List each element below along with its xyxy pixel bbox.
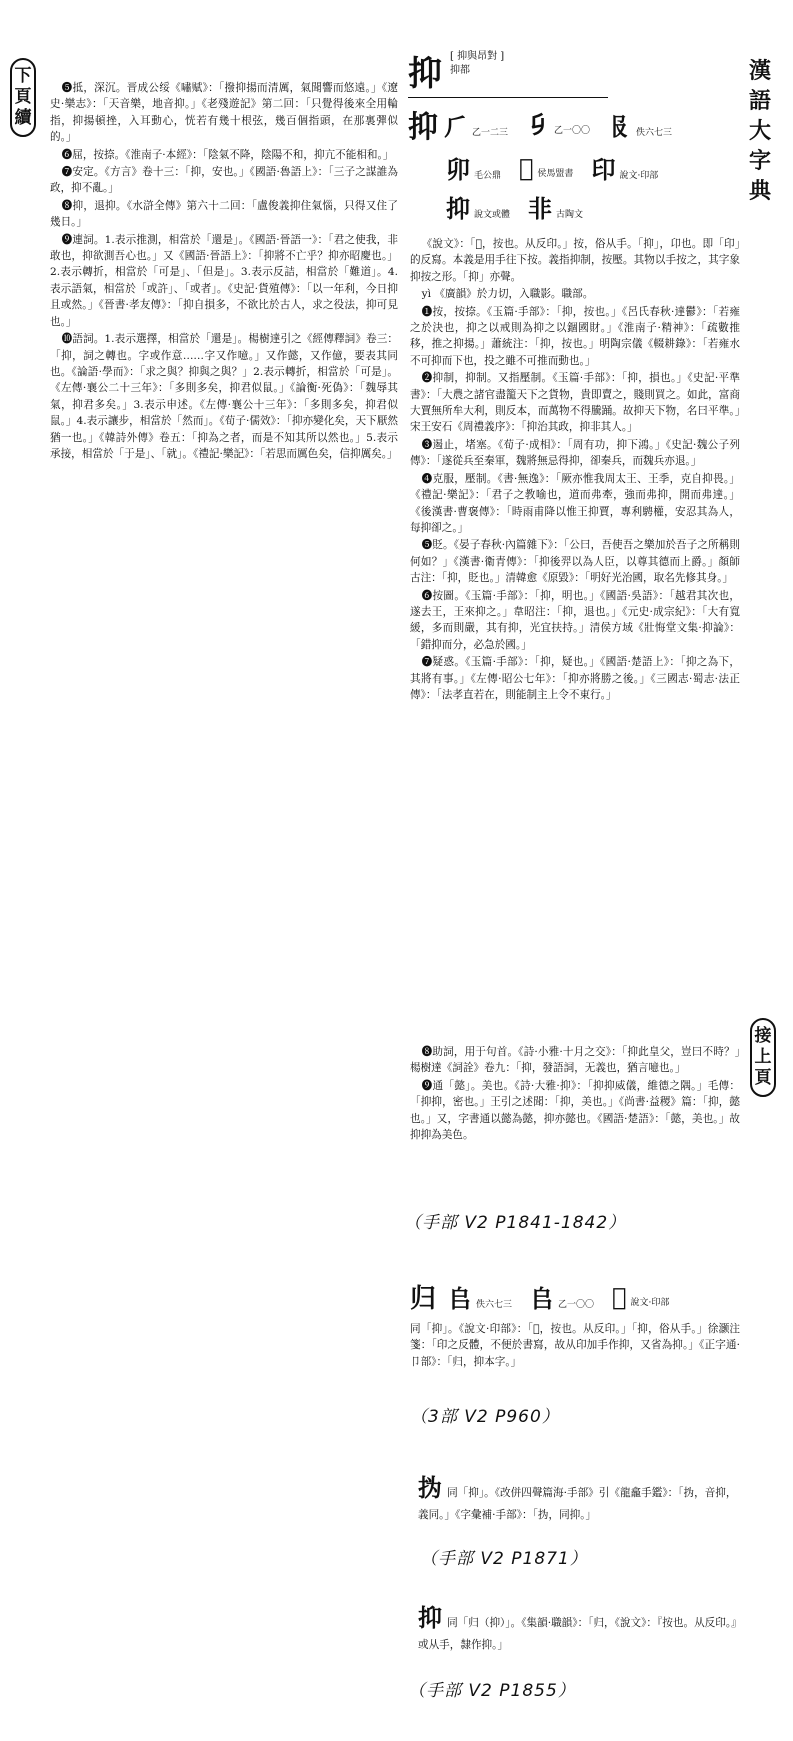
paragraph: ❼安定。《方言》卷十三：「抑，安也。」《國語·魯語上》：「三子之謀誰為政，抑不亂。」: [50, 166, 398, 195]
variant-forms-row: [448, 1279, 669, 1314]
entry-headword: 归: [410, 1284, 437, 1314]
paragraph: ❿語詞。1.表示選擇，相當於「還是」。楊樹達引之《經傳釋詞》卷三：「抑，詞之轉也。字或作意……字又作噫。」又作懿，又作億，要表其同也。《論語·學而》：「求之與？抑與之與？」2.表示轉折，相當於「可是」。《左傳·襄公二十三年》：「多則多矣，抑君似鼠。」《論衡·死偽》：「魏辱其氣，抑君多矣。」3.表示申述。《左傳·襄公十三年》：「多則多矣，抑君似鼠。」4.表示讓步，相當於「然而」。《荀子·儒效》：「抑亦變化矣，天下厭然猶一也。」《韓詩外傳》卷五：「抑為之者，而是不知其所以然也。」5.表示承接，相當於「于是」、「就」。《禮記·樂記》：「若思而厲色矣，信抑厲矣。」: [50, 333, 398, 460]
entry-text: 同「抑」。《改併四聲篇海·手部》引《龍龕手鑑》：「㧑，音抑，義同。」《字彙補·手部》：「㧑，同抑。」: [418, 1487, 737, 1521]
paragraph: ❺抵，深沉。晋成公绥《嘯赋》：「撥抑揚而清厲，氣聞響而悠遠。」《遼史·樂志》：「天音樂，地音抑。」《老殘遊記》第二回：「只覺得後來全用輪指，抑揚頓挫，入耳動心，恍若有幾十根弦，幾百個指頭，在那裏彈似的。」: [50, 82, 398, 144]
headword-repeat: 抑: [408, 110, 438, 145]
handwritten-note: （3部 V2 P960）: [410, 1407, 560, 1427]
divider: [408, 97, 608, 98]
source-label: 乙一〇〇: [558, 1300, 595, 1310]
paragraph: ❼疑惑。《玉篇·手部》：「抑，疑也。」《國語·楚語上》：「抑之為下，其將有事。」《左傳·昭公七年》：「抑亦將勝之後。」《三國志·蜀志·法正傳》：「法孝直若在，則能制主上令不東行。」: [410, 656, 740, 701]
ancient-glyph: 非: [528, 194, 553, 223]
ancient-glyph: 𠂤: [530, 1284, 555, 1313]
entry-text: 同「抑」。《說文·印部》：「𢑚，按也。从反印。」「抑，俗从手。」徐灏注箋：「印之反體，不便於書寫，故从印加手作抑，又省為抑。」《正字通·卩部》：「归，抑本字。」: [410, 1323, 740, 1368]
marker-char: 頁: [754, 1068, 772, 1088]
source-label: 乙一〇〇: [554, 125, 591, 136]
paragraph: ❽抑，退抑。《水滸全傳》第六十二回：「盧俊義抑住氣惱，只得又住了幾日。」: [50, 199, 398, 229]
source-label: 說文·印部: [630, 1298, 670, 1308]
handwritten-note: （手部 V2 P1855）: [408, 1681, 576, 1701]
book-title-char: 語: [748, 88, 771, 114]
headword: 抑: [408, 54, 442, 94]
continued-marker-top: [10, 58, 36, 137]
paragraph: ❻按圖。《玉篇·手部》：「抑，明也。」《國語·吳語》：「越君其次也，遂去王，王來抑之。」韋昭注：「抑，退也。」《元史·成宗紀》：「大有寬緩，多而則嚴，其有抑，光宜扶持。」清侯方域《壯悔堂文集·抑論》：「錯抑而分，必急於國。」: [410, 589, 740, 651]
paragraph: ❸遏止，堵塞。《荀子·成相》：「周有功，抑下鴻。」《史記·魏公子列傳》：「遂從兵至秦軍，魏將無忌得抑，卻秦兵，而魏兵亦退。」: [410, 438, 740, 468]
paragraph: ❶按，按捺。《玉篇·手部》：「抑，按也。」《呂氏春秋·達鬱》：「若雍之於決也，抑之以戒則為抑之以錮國財。」《淮南子·精神》：「疏數推移，推之抑揚。」蕭統注：「抑，按也。」明陶宗儀《輟耕錄》：「若雍水不可抑而下也，投之雖不可推而動也。」: [410, 305, 740, 367]
entry-gui: [410, 1278, 740, 1370]
entry-yi-variant: [418, 1598, 738, 1653]
paragraph: ❾通「懿」。美也。《詩·大雅·抑》：「抑抑威儀，維德之隅。」毛傳：「抑抑，密也。」王引之述聞：「抑，美也。」《尚書·益稷》篇：「抑，懿也。」又，字書通以懿為懿，抑亦懿也。《國語·楚語》：「懿，美也。」故抑抑為美色。: [410, 1079, 740, 1142]
head-note-2: 抑都: [450, 65, 470, 76]
source-label: 說文·印部: [619, 171, 659, 181]
handwritten-note: （手部 V2 P1841-1842）: [404, 1213, 627, 1233]
paragraph: ❽助詞，用于句首。《詩·小雅·十月之交》：「抑此皇父，豈曰不時？」楊樹達《詞詮》卷九：「抑，發語詞，无義也，猶言噫也。」: [410, 1046, 740, 1075]
variant-forms-row: [444, 107, 672, 142]
book-title-char: 典: [748, 178, 771, 204]
book-title-char: 漢: [748, 58, 771, 84]
paragraph: ❻屈，按捺。《淮南子·本經》：「陰氣不降，陰陽不和，抑亢不能相和。」: [61, 148, 394, 161]
entry-headword: 抑: [418, 1603, 442, 1632]
entry-headword: 㧑: [418, 1473, 442, 1502]
continuation-block: [410, 1044, 740, 1144]
entry-text: 同「归（抑）」。《集韻·職韻》：「归，《說文》：『按也。从反印。』或从手，隸作抑。」: [418, 1617, 737, 1651]
source-label: 毛公鼎: [474, 171, 502, 181]
ancient-glyph: 𠂤: [448, 1284, 473, 1313]
ancient-glyph: ⺁: [444, 111, 468, 141]
entry-hui: [418, 1468, 738, 1523]
variant-forms-row: [446, 150, 738, 185]
book-title-char: 大: [748, 118, 771, 144]
paragraph: ❾連詞。1.表示推測，相當於「還是」。《國語·晉語一》：「君之使我，非敢也，抑欲測吾心也。」又《國語·晉語上》：「抑將不亡乎？抑亦昭慶也。」2.表示轉折，相當於「可是」、「但是」。3.表示反詰，相當於「難道」。4.表示語氣，相當於「或許」、「或者」。《史記·貨殖傳》：「以一年利，今日抑且或然。」《晉書·孝友傳》：「抑自損多，不欲比於古人，求之役法，抑可見也。」: [50, 233, 398, 328]
ancient-glyph: 印: [591, 155, 616, 184]
marker-char: 接: [754, 1026, 772, 1046]
source-label: 侯馬盟書: [537, 169, 574, 179]
paragraph: 《說文》：「𢑚，按也。从反印。」按，俗从手。「抑」，卬也。即「印」的反寫。本義是用手往下按。義指抑制，按壓。其物以手按之，其字象抑按之形。「抑」亦聲。: [410, 238, 740, 283]
headword-block: [408, 46, 738, 224]
ancient-glyph: 抑: [446, 194, 470, 223]
left-column: [50, 80, 398, 463]
paragraph: ❺貶。《晏子春秋·內篇雜下》：「公曰，吾使吾之樂加於吾子之所稱則何如？」《漢書·衛青傳》：「抑後羿以為人臣，以尊其德而上爵。」顏師古注：「抑，貶也。」清韓愈《原毀》：「明好光治國，取名先修其身。」: [410, 539, 740, 585]
source-label: 乙一二三: [472, 127, 509, 138]
source-label: 說文或體: [474, 210, 511, 220]
source-label: 佚六七三: [476, 1300, 513, 1310]
book-title: [746, 56, 774, 206]
variant-forms-row: [446, 189, 738, 224]
paragraph: ❷抑制，抑制。又指壓制。《玉篇·手部》：「抑，損也。」《史記·平準書》：「大農之諸官盡籠天下之貨物，貴即賣之，賤則買之。如此，富商大賈無所牟大利，則反本，而萬物不得騰踊。故抑天下物，名曰平準。」宋王安石《周禮義序》：「抑治其政，抑非其人。」: [410, 372, 740, 434]
book-title-char: 字: [748, 148, 771, 174]
ancient-glyph: 卯: [446, 155, 470, 184]
ancient-glyph: 𠬝: [608, 111, 633, 141]
handwritten-note: （手部 V2 P1871）: [420, 1549, 588, 1569]
paragraph: ❹克服，壓制。《書·無逸》：「厥亦惟我周太王、王季，克自抑畏。」《禮記·樂記》：「君子之教喻也，道而弗牽，強而弗抑，開而弗達。」《後漢書·曹褒傳》：「時雨甫降以惟王抑賈，專利騁權，安忍其為人，每抑卻之。」: [410, 472, 740, 534]
paragraph: yì 《廣韻》於力切，入職影。職部。: [421, 288, 594, 301]
head-note: [ 抑與昂對 ]: [450, 51, 505, 62]
continued-marker-right: [750, 1018, 776, 1097]
ancient-glyph: 𠂎: [526, 109, 551, 139]
marker-char: 頁: [14, 87, 32, 107]
source-label: 佚六七三: [636, 127, 673, 138]
marker-char: 續: [14, 108, 32, 128]
marker-char: 下: [14, 66, 32, 86]
marker-char: 上: [754, 1047, 772, 1067]
ancient-glyph: 𢑚: [612, 1282, 627, 1311]
ancient-glyph: 𢑚: [519, 153, 534, 182]
source-label: 古陶文: [556, 210, 584, 220]
right-column: [410, 236, 740, 704]
